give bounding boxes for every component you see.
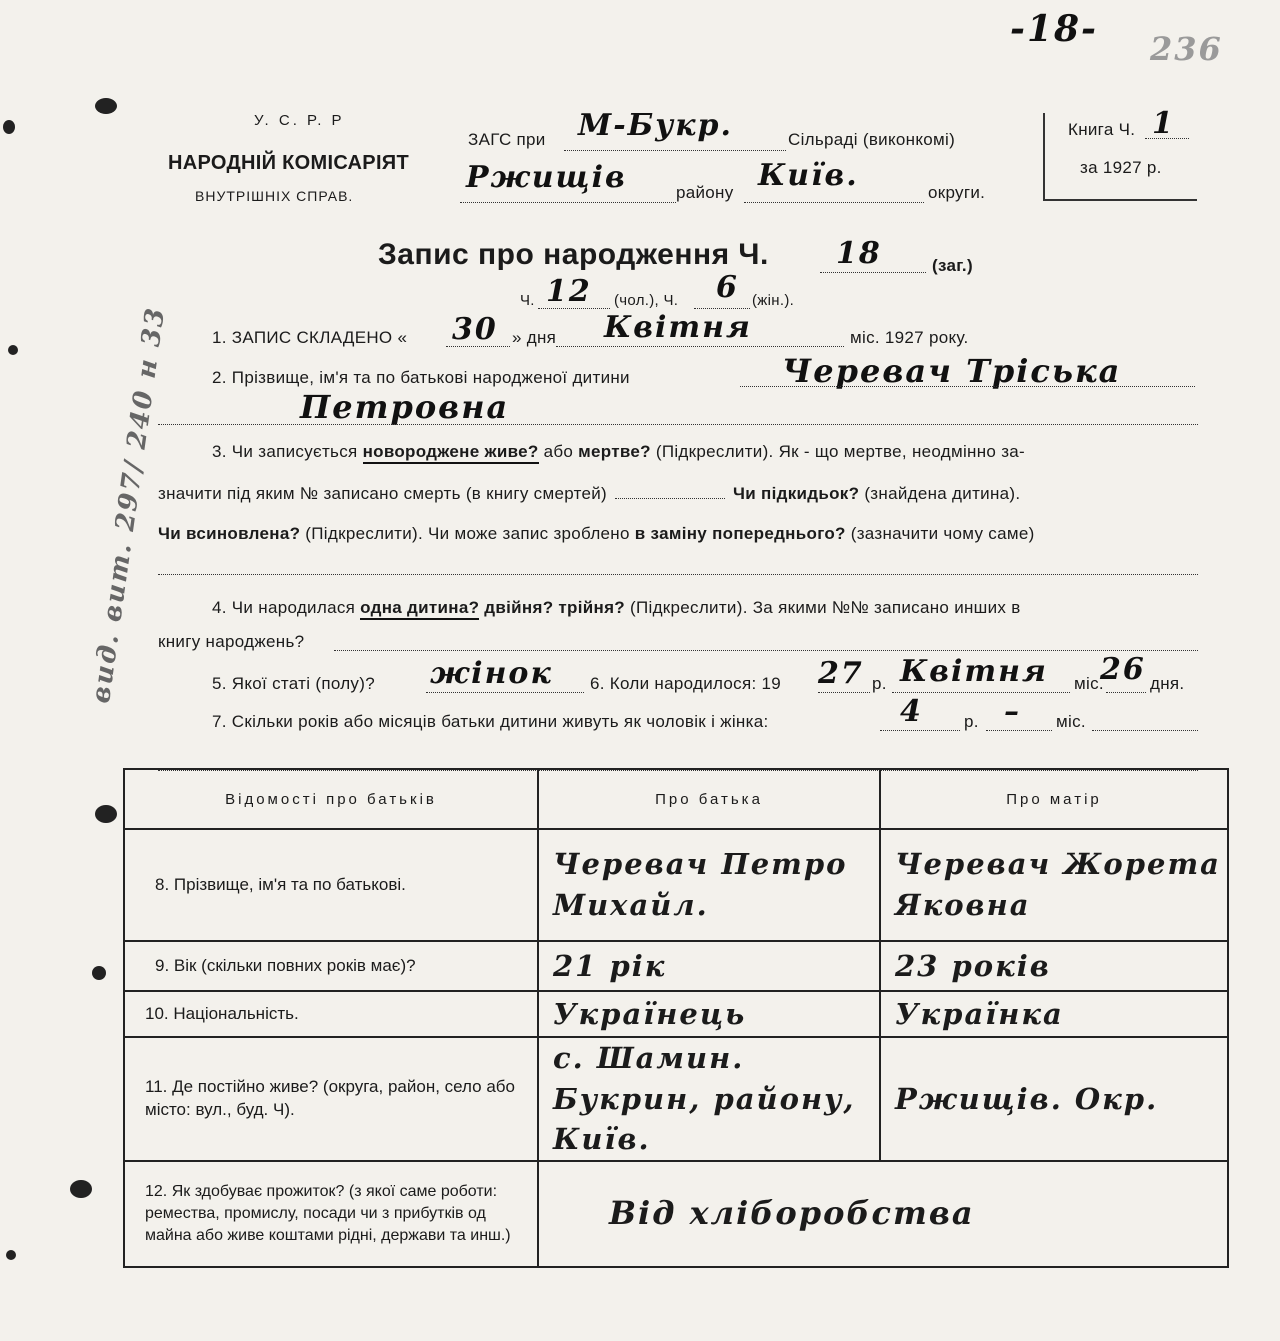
- f1-day-label: » дня: [512, 328, 557, 347]
- father-value: Українець: [538, 991, 880, 1037]
- binding-hole: [92, 966, 106, 980]
- binding-hole: [3, 120, 15, 134]
- f4-line1: 4. Чи народилася одна дитина? двійня? трійня? (Підкреслити). За якими №№ записано инших в: [212, 598, 1021, 618]
- f2-label: 2. Прізвище, ім'я та по батькові народженої дитини: [212, 368, 630, 387]
- binding-hole: [8, 345, 18, 355]
- f7-label: 7. Скільки років або місяців батьки дитини живуть як чоловік і жінка:: [212, 712, 769, 731]
- page-number: -18-: [1010, 8, 1098, 50]
- title-number: 18: [836, 236, 882, 271]
- f6-dnya: дня.: [1150, 674, 1185, 693]
- f7-months: –: [1004, 694, 1021, 729]
- f2-value-1: Черевач Тріська: [782, 352, 1122, 390]
- father-value: Черевач Петро Михайл.: [538, 829, 880, 941]
- mother-value: 23 років: [880, 941, 1228, 991]
- female-count-suffix: (жін.).: [752, 292, 795, 309]
- f5-value: жінок: [430, 656, 553, 691]
- zags-label: ЗАГС при: [468, 130, 546, 149]
- f7-years: 4: [900, 694, 923, 729]
- f3-line1: 3. Чи записується новороджене живе? або мертве? (Підкреслити). Як - що мертве, неодмінно за-: [212, 442, 1025, 462]
- table-row: [124, 1037, 1228, 1161]
- f6-mis: міс.: [1074, 674, 1104, 693]
- district-label: району: [676, 183, 734, 202]
- okrug-label: округи.: [928, 183, 986, 202]
- row-label: 8. Прізвище, ім'я та по батькові.: [124, 829, 538, 941]
- f2-value-2: Петровна: [300, 388, 510, 426]
- male-count-value: 12: [546, 274, 592, 309]
- f1-month: Квітня: [604, 310, 752, 345]
- f6-year: 27: [818, 656, 864, 691]
- row-label: 11. Де постійно живе? (округа, район, село або місто: вул., буд. Ч).: [124, 1037, 538, 1161]
- archive-stamp-number: 236: [1150, 30, 1223, 68]
- binding-hole: [95, 805, 117, 823]
- f1-label: 1. ЗАПИС СКЛАДЕНО «: [212, 328, 408, 347]
- table-header-cell: Про батька: [538, 769, 880, 829]
- mother-value: Українка: [880, 991, 1228, 1037]
- f7-mis: міс.: [1056, 712, 1086, 731]
- table-row: [124, 829, 1228, 941]
- header-country: У. С. Р. Р: [254, 112, 345, 129]
- row-label: 12. Як здобуває прожиток? (з якої саме роботи: ремества, промислу, посади чи з прибутків од майна або живе коштами рідні, держави та инш.): [124, 1161, 538, 1267]
- f3-line3: Чи всиновлена? (Підкреслити). Чи може запис зроблено в заміну попереднього? (зазначити чому саме): [158, 524, 1035, 543]
- book-value: 1: [1152, 106, 1175, 141]
- f7-r: р.: [964, 712, 979, 731]
- f6-day: 26: [1100, 652, 1146, 687]
- row-label: 10. Національність.: [124, 991, 538, 1037]
- f4-line2: книгу народжень?: [158, 632, 305, 651]
- book-year: за 1927 р.: [1080, 158, 1162, 177]
- okrug-value: Київ.: [758, 158, 859, 193]
- selradi-label: Сільраді (виконкомі): [788, 130, 956, 149]
- mother-value: Ржищів. Окр.: [880, 1037, 1228, 1161]
- male-count-suffix: (чол.), Ч.: [614, 292, 679, 309]
- row-label: 9. Вік (скільки повних років має)?: [124, 941, 538, 991]
- title-suffix: (заг.): [932, 256, 973, 275]
- f1-day: 30: [452, 312, 498, 347]
- f3-line2: значити під яким № записано смерть (в книгу смертей) Чи підкидьок? (знайдена дитина).: [158, 484, 1021, 503]
- father-occupation-value: Від хліборобства: [538, 1161, 1228, 1267]
- header-ministry-sub: ВНУТРІШНІХ СПРАВ.: [195, 188, 354, 204]
- table-row: [124, 941, 1228, 991]
- mother-value: Черевач Жорета Яковна: [880, 829, 1228, 941]
- f5-label: 5. Якої статі (полу)?: [212, 674, 375, 693]
- male-count-label: Ч.: [520, 292, 535, 309]
- binding-hole: [6, 1250, 16, 1260]
- table-header-cell: Про матір: [880, 769, 1228, 829]
- table-header-row: [124, 769, 1228, 829]
- zags-value: М-Букр.: [578, 108, 733, 143]
- f6-label: 6. Коли народилося: 19: [590, 674, 782, 693]
- table-row: [124, 991, 1228, 1037]
- father-value: с. Шамин. Букрин, району, Київ.: [538, 1037, 880, 1161]
- f6-month: Квітня: [900, 654, 1048, 689]
- binding-hole: [70, 1180, 92, 1198]
- book-label: Книга Ч.: [1068, 120, 1136, 139]
- table-header-cell: Відомості про батьків: [124, 769, 538, 829]
- female-count-value: 6: [716, 270, 739, 305]
- page-title: Запис про народження Ч.: [378, 238, 769, 271]
- binding-hole: [95, 98, 117, 114]
- father-value: 21 рік: [538, 941, 880, 991]
- f6-r: р.: [872, 674, 887, 693]
- header-ministry: НАРОДНІЙ КОМІСАРІЯТ: [168, 152, 409, 174]
- f1-end: міс. 1927 року.: [850, 328, 969, 347]
- parents-table: [123, 768, 1229, 1268]
- margin-note: вид. вит. 297/ 240 н 33: [85, 304, 172, 706]
- table-row: [124, 1161, 1228, 1267]
- district-value: Ржищів: [466, 160, 627, 195]
